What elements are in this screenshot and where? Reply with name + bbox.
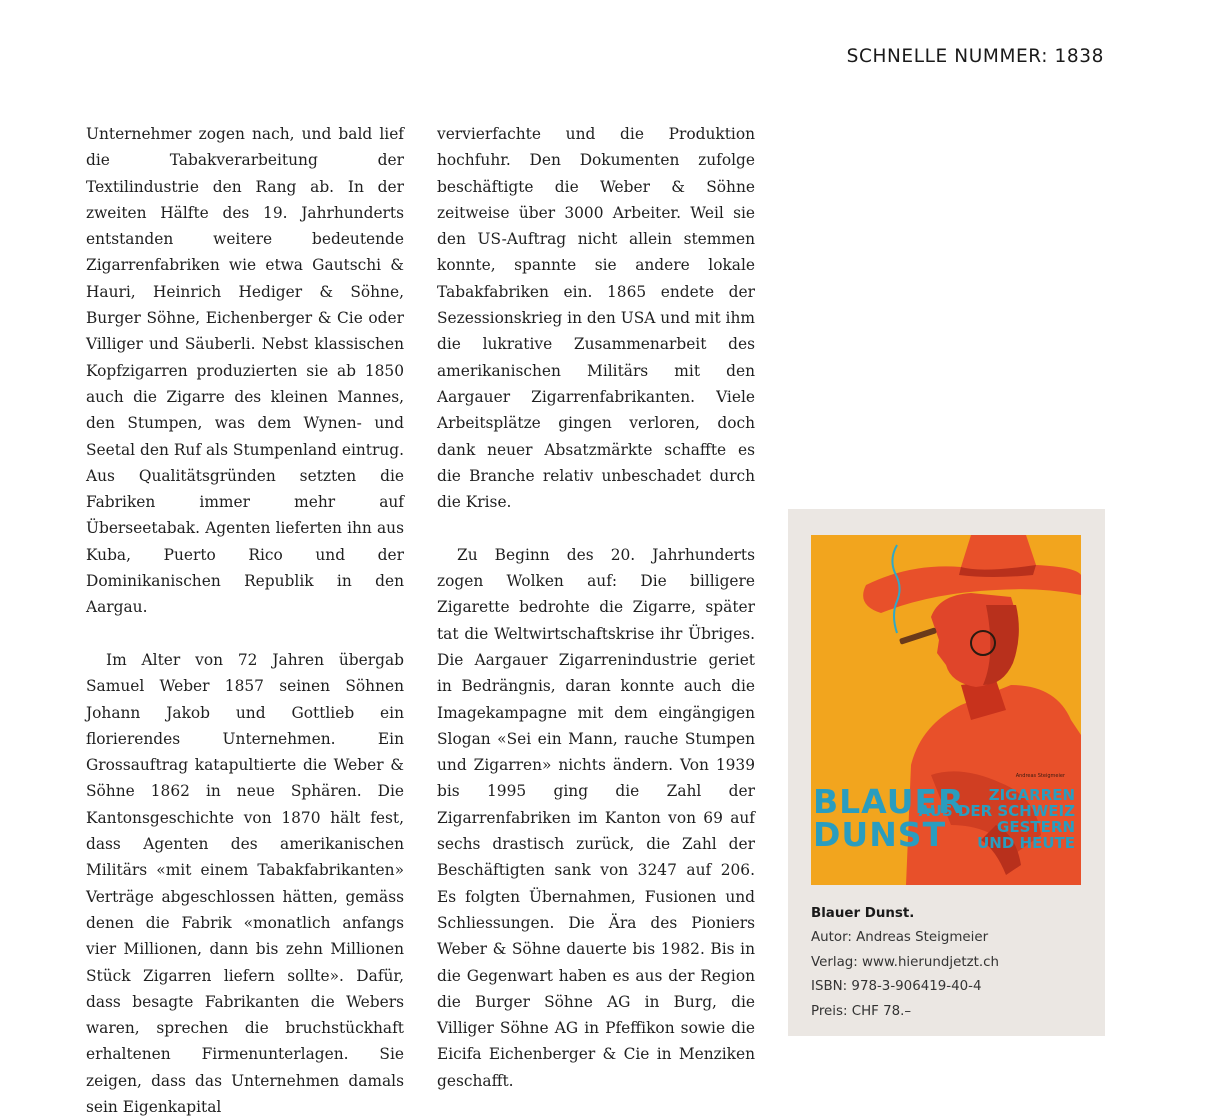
book-info-box xyxy=(788,509,1105,1036)
book-price: Preis: CHF 78.– xyxy=(811,1003,912,1019)
header-number: 1838 xyxy=(1054,46,1104,67)
book-title: Blauer Dunst. xyxy=(811,906,915,921)
cover-subtitle: ZIGARREN AUS DER SCHWEIZ GESTERN UND HEUTE xyxy=(918,786,1075,852)
header-separator: : xyxy=(1041,46,1049,67)
header-label: SCHNELLE NUMMER xyxy=(846,46,1042,67)
text-column-left xyxy=(86,121,404,1120)
page-header xyxy=(847,46,1104,67)
book-details xyxy=(811,902,999,1024)
text-column-middle xyxy=(437,121,755,1094)
book-publisher: Verlag: www.hierundjetzt.ch xyxy=(811,954,999,970)
book-isbn: ISBN: 978-3-906419-40-4 xyxy=(811,979,982,995)
cover-title: BLAUER DUNST xyxy=(813,782,965,854)
book-author: Autor: Andreas Steigmeier xyxy=(811,930,989,946)
cover-author: Andreas Steigmeier xyxy=(1015,773,1065,779)
paragraph: Zu Beginn des 20. Jahrhunderts zogen Wolken auf: Die billigere Zigarette bedrohte die Zigarre, später tat die Weltwirtschaftskrise ihr Übriges. Die Aargauer Zigarrenindustrie geriet in Bedrängnis, daran konnte auch die Imagekampagne mit dem eingängigen Slogan «Sei ein Mann, rauche Stumpen und Zigarren» nichts ändern. Von 1939 bis 1995 ging die Zahl der Zigarrenfabriken im Kanton von 69 auf sechs drastisch zurück, die Zahl der Beschäftigten sank von 3247 auf 206. Es folgten Übernahmen, Fusionen und Schliessungen. Die Ära des Pioniers Weber & Söhne dauerte bis 1982. Bis in die Gegenwart haben es aus der Region die Burger Söhne AG in Burg, die Villiger Söhne AG in Pfeffikon sowie die Eicifa Eichenberger & Cie in Menziken geschafft. xyxy=(437,545,755,1090)
book-cover-image xyxy=(811,535,1081,885)
paragraph: vervierfachte und die Produktion hochfuhr. Den Dokumenten zufolge beschäftigte die Weber & Söhne zeitweise über 3000 Arbeiter. Weil sie den US-Auftrag nicht allein stemmen konnte, spannte sie andere lokale Tabakfabriken ein. 1865 endete der Sezessionskrieg in den USA und mit ihm die lukrative Zusammenarbeit des amerikanischen Militärs mit den Aargauer Zigarrenfabrikanten. Viele Arbeitsplätze gingen verloren, doch dank neuer Absatzmärkte schaffte es die Branche relativ unbeschadet durch die Krise. xyxy=(437,125,755,512)
paragraph: Unternehmer zogen nach, und bald lief die Tabakverarbeitung der Textilindustrie den Rang ab. In der zweiten Hälfte des 19. Jahrhunderts entstanden weitere bedeutende Zigarrenfabriken wie etwa Gautschi & Hauri, Heinrich Hediger & Söhne, Burger Söhne, Eichenberger & Cie oder Villiger und Säuberli. Nebst klassischen Kopfzigarren produzierten sie ab 1850 auch die Zigarre des kleinen Mannes, den Stumpen, was dem Wynen- und Seetal den Ruf als Stumpenland eintrug. Aus Qualitätsgründen setzten die Fabriken immer mehr auf Überseetabak. Agenten lieferten ihn aus Kuba, Puerto Rico und der Dominikanischen Republik in den Aargau. xyxy=(86,125,404,617)
paragraph: Im Alter von 72 Jahren übergab Samuel Weber 1857 seinen Söhnen Johann Jakob und Gottlieb ein florierendes Unternehmen. Ein Grossauftrag katapultierte die Weber & Söhne 1862 in neue Sphären. Die Kantonsgeschichte von 1870 hält fest, dass Agenten des amerikanischen Militärs «mit einem Tabakfabrikanten» Verträge abgeschlossen hätten, gemäss denen die Fabrik «monatlich anfangs vier Millionen, dann bis zehn Millionen Stück Zigarren liefern sollte». Dafür, dass besagte Fabrikanten die Webers waren, sprechen die bruchstückhaft erhaltenen Firmenunterlagen. Sie zeigen, dass das Unternehmen damals sein Eigenkapital xyxy=(86,650,404,1116)
